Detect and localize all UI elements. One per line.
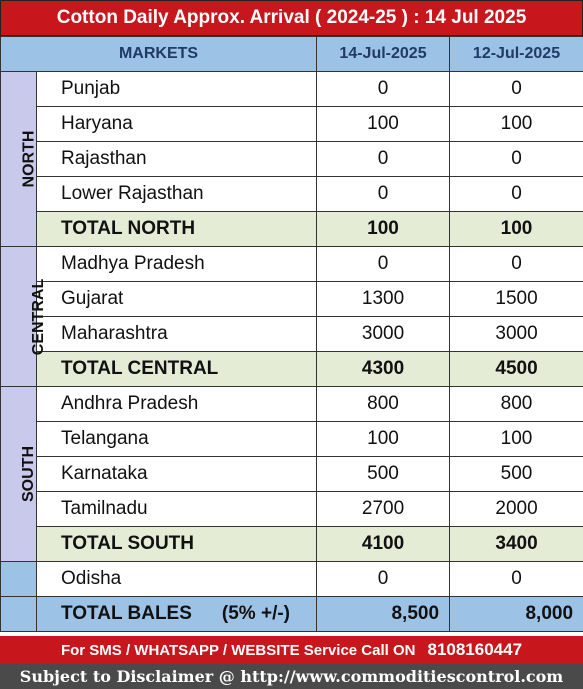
value-date-1: 500	[317, 457, 450, 492]
value-date-2: 800	[450, 387, 583, 422]
value-date-1: 3000	[317, 317, 450, 352]
market-name: Tamilnadu	[37, 492, 317, 527]
value-date-2: 0	[450, 72, 583, 107]
total-label: TOTAL SOUTH	[37, 527, 317, 562]
value-date-1: 100	[317, 107, 450, 142]
value-date-2: 500	[450, 457, 583, 492]
value-date-2: 0	[450, 142, 583, 177]
total-date-1: 4300	[317, 352, 450, 387]
value-date-1: 2700	[317, 492, 450, 527]
disclaimer-banner[interactable]: Subject to Disclaimer @ http://www.commoditiescontrol.com	[0, 664, 583, 689]
table-row	[1, 422, 583, 457]
market-name: Madhya Pradesh	[37, 247, 317, 282]
header-date-1: 14-Jul-2025	[317, 37, 450, 72]
market-name: Haryana	[37, 107, 317, 142]
market-name: Lower Rajasthan	[37, 177, 317, 212]
value-date-2: 0	[450, 247, 583, 282]
total-label: TOTAL CENTRAL	[37, 352, 317, 387]
total-date-1: 4100	[317, 527, 450, 562]
table-row	[1, 177, 583, 212]
market-name: Telangana	[37, 422, 317, 457]
region-label-north: NORTH	[1, 72, 37, 247]
report-title: Cotton Daily Approx. Arrival ( 2024-25 ) : 14 Jul 2025	[0, 0, 583, 36]
table-row	[1, 142, 583, 177]
market-name: Maharashtra	[37, 317, 317, 352]
value-date-1: 0	[317, 247, 450, 282]
grand-total-label-cell	[37, 597, 317, 632]
value-date-1: 800	[317, 387, 450, 422]
value-date-2: 100	[450, 422, 583, 457]
table-header-row	[1, 37, 583, 72]
value-date-1: 0	[317, 142, 450, 177]
value-date-2: 1500	[450, 282, 583, 317]
value-date-1: 100	[317, 422, 450, 457]
region-label-south: SOUTH	[1, 387, 37, 562]
table-row	[1, 387, 583, 422]
table-row	[1, 282, 583, 317]
grand-total-row	[1, 597, 583, 632]
market-name: Andhra Pradesh	[37, 387, 317, 422]
value-date-1: 0	[317, 562, 450, 597]
total-date-1: 100	[317, 212, 450, 247]
value-date-1: 0	[317, 177, 450, 212]
table-row	[1, 72, 583, 107]
table-row	[1, 457, 583, 492]
value-date-2: 2000	[450, 492, 583, 527]
total-row-north	[1, 212, 583, 247]
table-row	[1, 247, 583, 282]
table-row	[1, 107, 583, 142]
value-date-2: 0	[450, 177, 583, 212]
market-name: Punjab	[37, 72, 317, 107]
total-date-2: 4500	[450, 352, 583, 387]
total-row-south	[1, 527, 583, 562]
value-date-2: 0	[450, 562, 583, 597]
sms-service-banner	[0, 636, 583, 664]
table-row	[1, 317, 583, 352]
grand-total-date-2: 8,000	[450, 597, 583, 632]
market-name: Rajasthan	[37, 142, 317, 177]
grand-total-spacer	[1, 597, 37, 632]
table-row	[1, 562, 583, 597]
market-name: Gujarat	[37, 282, 317, 317]
total-label: TOTAL NORTH	[37, 212, 317, 247]
grand-total-label: TOTAL BALES	[61, 603, 192, 624]
region-label-central: CENTRAL	[1, 247, 37, 387]
total-date-2: 3400	[450, 527, 583, 562]
market-name: Odisha	[37, 562, 317, 597]
value-date-2: 3000	[450, 317, 583, 352]
grand-total-tolerance: (5% +/-)	[221, 603, 291, 624]
table-row	[1, 492, 583, 527]
phone-number[interactable]: 8108160447	[427, 640, 523, 659]
total-date-2: 100	[450, 212, 583, 247]
grand-total-date-1: 8,500	[317, 597, 450, 632]
sms-service-text: For SMS / WHATSAPP / WEBSITE Service Call ON	[60, 641, 416, 659]
total-row-central	[1, 352, 583, 387]
value-date-1: 0	[317, 72, 450, 107]
market-name: Karnataka	[37, 457, 317, 492]
header-date-2: 12-Jul-2025	[450, 37, 583, 72]
arrival-table	[0, 36, 583, 632]
value-date-2: 100	[450, 107, 583, 142]
value-date-1: 1300	[317, 282, 450, 317]
header-markets: MARKETS	[1, 37, 317, 72]
region-label-blank	[1, 562, 37, 597]
